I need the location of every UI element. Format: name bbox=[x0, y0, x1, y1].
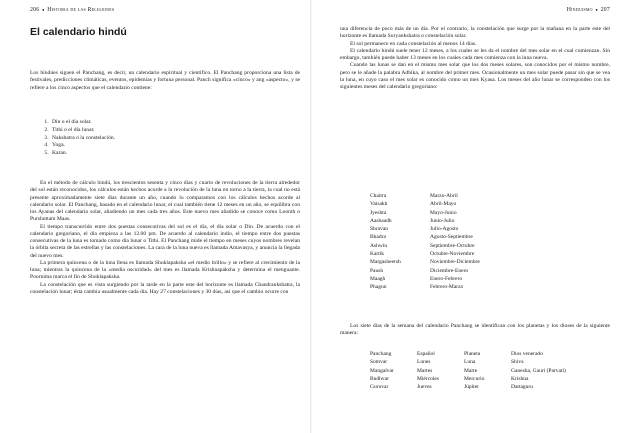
gregorian-month-cell: Diciembre-Enero bbox=[430, 267, 469, 274]
gregorian-month-cell: Julio-Agosto bbox=[430, 226, 459, 233]
section-title: El calendario hindú bbox=[30, 26, 127, 38]
table-row bbox=[370, 359, 591, 367]
table-row bbox=[370, 210, 480, 218]
bullet-icon: ● bbox=[41, 7, 45, 13]
table-row bbox=[370, 193, 480, 201]
left-running-head bbox=[30, 7, 300, 13]
body-paragraph: una diferencia de poco más de un día. Por el contrario, la constelación que surge por la mañana en la parte este del horizonte es llamada Suryankshatra o constelación solar. bbox=[340, 26, 610, 40]
right-body-block bbox=[340, 26, 610, 91]
list-item: 3. Nakshatra o la constelación. bbox=[50, 135, 300, 143]
hindu-month-cell: Maagh bbox=[370, 275, 386, 282]
left-page-number: 206 bbox=[30, 7, 40, 13]
body-block bbox=[30, 180, 300, 296]
body-paragraph: El calendario hindú suele tener 12 meses, a los cuales se les da el nombre del mes solar en el cual comienzan. Sin embargo, también puede haber 13 meses en los cuales cada mes comienza con la luna nueva. bbox=[340, 47, 610, 61]
days-intro-paragraph: Los siete días de la semana del calendario Panchang se identifican con los planetas y los dioses de la siguiente manera: bbox=[340, 323, 610, 337]
table-row bbox=[370, 384, 591, 392]
days-table bbox=[370, 351, 591, 392]
day-table-cell: Panchang bbox=[370, 351, 392, 357]
hindu-month-cell: Jyeshta bbox=[370, 209, 387, 216]
gregorian-month-cell: Abril-Mayo bbox=[430, 201, 457, 208]
hindu-month-cell: Bhadra bbox=[370, 234, 386, 241]
hindu-month-cell: Vaisakh bbox=[370, 201, 388, 208]
table-row bbox=[370, 276, 480, 284]
gregorian-month-cell: Septiembre-Octubre bbox=[430, 242, 475, 249]
gregorian-month-cell: Marzo-Abril bbox=[430, 193, 458, 199]
day-table-cell: Marte bbox=[464, 367, 478, 374]
day-table-cell: Krishna bbox=[511, 375, 529, 382]
body-paragraph: El tiempo transcurrido entre dos puestas consecutivas del sol es el día, el día solar o Din. De acuerdo con el calendario gregoriano, el día empieza a las 12.00 pm. De acuerdo al calendario indio, el tiempo entre dos puestas consecutivas de la luna es tomado como día lunar o Tithi. El Panchang mide el tiempo en meses cuyos nombres revelan la órbita secreta de las estrellas y las constelaciones. La cara de la luna nueva es llamada Amavasya, y anuncia la llegada del nuevo mes. bbox=[30, 223, 300, 259]
months-table bbox=[370, 193, 480, 293]
day-table-cell: Miércoles bbox=[417, 375, 439, 382]
day-table-cell: Lunes bbox=[417, 359, 431, 366]
table-row bbox=[370, 201, 480, 209]
hindu-month-cell: Ashwin bbox=[370, 242, 388, 249]
hindu-month-cell: Margasheersh bbox=[370, 259, 401, 266]
day-table-cell: Español bbox=[417, 351, 435, 357]
aspects-list bbox=[30, 119, 300, 158]
day-table-cell: Luna bbox=[464, 359, 476, 366]
table-row bbox=[370, 243, 480, 251]
day-table-cell: Júpiter bbox=[464, 384, 479, 391]
day-table-cell: Dattaguru bbox=[511, 384, 533, 391]
gregorian-month-cell: Octubre-Noviembre bbox=[430, 251, 475, 258]
table-row bbox=[370, 251, 480, 259]
table-row bbox=[370, 234, 480, 242]
hindu-month-cell: Shravan bbox=[370, 226, 389, 233]
gregorian-month-cell: Noviembre-Diciembre bbox=[430, 259, 480, 266]
body-paragraph: Cuando las lunas se dan en el mismo mes solar que los dos meses solares, son conocidos por el mismo nombre, pero se le añade la palabra Adhika, al nombre del primer mes. Ocasionalmente un mes solar puede pasar sin que se vea la luna, en cuyo caso el mes solar es conocido como un mes Kyasa. Los meses del año lunar se corresponden con los siguientes meses del calendario gregoriano: bbox=[340, 62, 610, 90]
body-paragraph: En el método de cálculo hindú, los trescientos sesenta y cinco días y cuarto de revoluciones de la tierra alrededor del sol están reconocidos, los cálculos están hechos acorde a la revolución de la luna en torno a la tierra, la cual no está presente aproximadamente siete días durante un año, cuando lo comparamos con los cálculos hechos acorde al calendario solar. El Panchang, basado en el calendario lunar, el cual también tiene 12 meses en un año, se equilibra con los Ayanas del calendario solar, añadiendo un mes cada tres años. Este nuevo mes añadido se conoce como Loonth o Purshottam Maas. bbox=[30, 180, 300, 223]
table-row bbox=[370, 351, 591, 359]
body-paragraph: El sol permanece en cada constelación al menos 14 días. bbox=[350, 40, 477, 47]
intro-paragraph: Los hindúes siguen el Panchang, es decir, un calendario espiritual y científico. El Panchang proporciona una lista de festivales, predicciones climáticas, eventos, epidemias y fortuna personal. Panch significa «cinco» y ang «aspecto», y se refiere a los cinco aspectos que el calendario contiene: bbox=[30, 70, 300, 91]
body-paragraph: La primera quincena o de la luna llena es llamada Shuklapaksha «el medio brillo» y se refiere al crecimiento de la luna; mientras la quincena de la «media oscuridad» del mes es llamada Krishnapaksha y determina el menguante. Poornima marca el fin de Shuklapaksha. bbox=[30, 259, 300, 281]
left-page bbox=[30, 0, 300, 433]
right-page-number: 207 bbox=[600, 7, 610, 13]
day-table-cell: Ganesha, Gauri (Parvati) bbox=[511, 367, 566, 374]
table-row bbox=[370, 368, 591, 376]
list-item: 4. Yoga. bbox=[50, 142, 300, 150]
gregorian-month-cell: Febrero-Marzo bbox=[430, 284, 464, 291]
day-table-cell: Shiva bbox=[511, 359, 524, 366]
gregorian-month-cell: Agosto-Septiembre bbox=[430, 234, 473, 241]
left-running-title: Historia de las Religiones bbox=[47, 7, 115, 13]
table-row bbox=[370, 259, 480, 267]
day-table-cell: Budhvar bbox=[370, 375, 389, 382]
day-table-cell: Mangalvar bbox=[370, 367, 394, 374]
gregorian-month-cell: Mayo-Junio bbox=[430, 209, 457, 216]
right-page bbox=[340, 0, 610, 433]
aspects-list-block bbox=[30, 119, 300, 158]
day-table-cell: Jueves bbox=[417, 384, 432, 391]
day-table-cell: Somvar bbox=[370, 359, 388, 366]
hindu-month-cell: Phagun bbox=[370, 284, 387, 291]
day-table-cell: Planeta bbox=[464, 351, 481, 357]
table-row bbox=[370, 268, 480, 276]
hindu-month-cell: Kartik bbox=[370, 251, 385, 258]
table-row bbox=[370, 218, 480, 226]
day-table-cell: Martes bbox=[417, 367, 433, 374]
right-running-head bbox=[340, 7, 610, 13]
right-running-title: Hinduismo bbox=[566, 7, 593, 13]
day-table-cell: Guruvar bbox=[370, 384, 389, 391]
bullet-icon: ● bbox=[595, 7, 599, 13]
months-table-block bbox=[370, 193, 570, 293]
table-row bbox=[370, 376, 591, 384]
day-table-cell: Mercurio bbox=[464, 375, 485, 382]
body-paragraph: La constelación que es vista surgiendo por la tarde en la parte este del horizonte es llamada Chandrankshatra, la constelación lunar; ésta cambia usualmente cada día. Hay 27 constelaciones y 30 días, así que el cambio ocurre con bbox=[30, 281, 300, 295]
hindu-month-cell: Aashaadh bbox=[370, 217, 392, 224]
list-item: 1. Din o el día solar. bbox=[50, 119, 300, 127]
gregorian-month-cell: Junio-Julio bbox=[430, 217, 455, 224]
intro-block bbox=[30, 70, 300, 92]
table-row bbox=[370, 284, 480, 292]
days-intro-block bbox=[340, 323, 610, 338]
page-gutter bbox=[310, 0, 312, 433]
hindu-month-cell: Chaitra bbox=[370, 193, 387, 199]
gregorian-month-cell: Enero-Febrero bbox=[430, 275, 463, 282]
day-table-cell: Dios venerado bbox=[511, 351, 543, 357]
table-row bbox=[370, 226, 480, 234]
list-item: 2. Tithi o el día lunar. bbox=[50, 127, 300, 135]
days-table-block bbox=[370, 351, 610, 392]
list-item: 5. Karan. bbox=[50, 150, 300, 158]
hindu-month-cell: Paush bbox=[370, 267, 384, 274]
